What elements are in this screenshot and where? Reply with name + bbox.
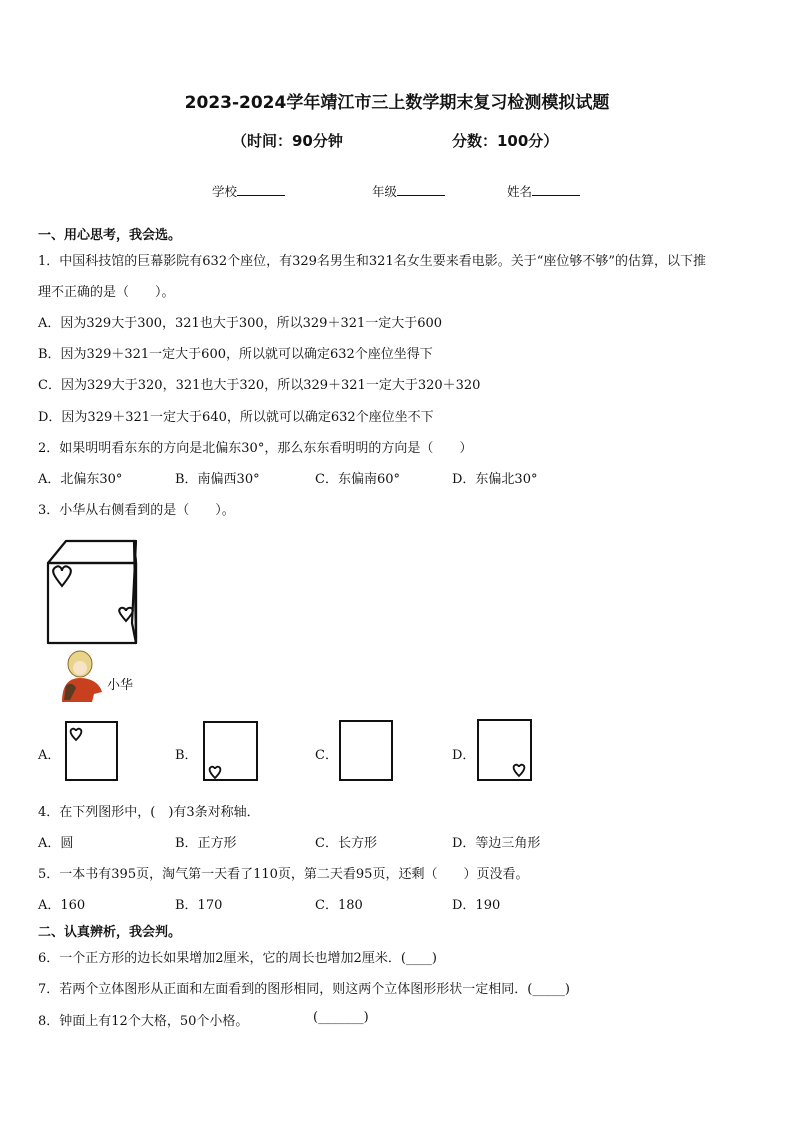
- q3-option-a-figure: [65, 721, 119, 782]
- q4-option-d: D．等边三角形: [452, 836, 541, 851]
- heart-icon: [210, 767, 221, 778]
- name-field: [507, 182, 580, 200]
- name-blank: [532, 184, 580, 196]
- q5-option-d: D．190: [452, 898, 501, 913]
- section-heading-1: 一、用心思考，我会选。: [38, 228, 182, 243]
- question-3: 3．小华从右侧看到的是（ ）。: [38, 503, 235, 518]
- school-label: 学校: [212, 184, 238, 199]
- question-4: 4．在下列图形中，( )有3条对称轴．: [38, 805, 260, 820]
- question-5: 5．一本书有395页，淘气第一天看了110页，第二天看95页，还剩（ ）页没看。: [38, 867, 529, 882]
- q1-option-b: B．因为329＋321一定大于600，所以就可以确定632个座位坐得下: [38, 347, 433, 362]
- q4-option-a: A．圆: [38, 836, 74, 851]
- q5-option-c: C．180: [315, 898, 363, 913]
- q5-option-a: A．160: [38, 898, 86, 913]
- q4-option-b: B．正方形: [175, 836, 237, 851]
- q2-option-d: D．东偏北30°: [452, 472, 538, 487]
- question-7: 7．若两个立体图形从正面和左面看到的图形相同，则这两个立体图形形状一定相同．(_____): [38, 982, 570, 997]
- q3-option-a-label: A．: [38, 748, 61, 763]
- xiaohua-figure: [58, 650, 106, 702]
- heart-icon: [71, 729, 82, 740]
- question-1-line-2: 理不正确的是（ ）。: [38, 285, 175, 300]
- heart-icon: [514, 765, 525, 776]
- q3-option-d-label: D．: [452, 748, 476, 763]
- grade-label: 年级: [372, 184, 398, 199]
- q2-option-c: C．东偏南60°: [315, 472, 400, 487]
- q3-option-b-label: B．: [175, 748, 198, 763]
- person-label: 小华: [107, 678, 134, 693]
- cube-front-face: [48, 563, 136, 643]
- person-face: [73, 661, 87, 675]
- question-8-blank: (_______): [313, 1010, 369, 1025]
- q1-option-d: D．因为329＋321一定大于640，所以就可以确定632个座位坐不下: [38, 410, 434, 425]
- question-6: 6．一个正方形的边长如果增加2厘米，它的周长也增加2厘米．(____): [38, 951, 437, 966]
- cube-top-face: [48, 541, 136, 563]
- option-c-square: [340, 721, 392, 780]
- grade-blank: [397, 184, 445, 196]
- q3-option-b-figure: [203, 721, 259, 782]
- q2-option-a: A．北偏东30°: [38, 472, 123, 487]
- heart-icon: [53, 566, 71, 586]
- name-label: 姓名: [507, 184, 533, 199]
- q1-option-c: C．因为329大于320，321也大于320，所以329＋321一定大于320＋320: [38, 378, 481, 393]
- q2-option-b: B．南偏西30°: [175, 472, 260, 487]
- option-a-square: [66, 722, 117, 780]
- exam-score: 分数：100分）: [452, 132, 559, 150]
- q5-option-b: B．170: [175, 898, 223, 913]
- question-2: 2．如果明明看东东的方向是北偏东30°，那么东东看明明的方向是（ ）: [38, 441, 473, 456]
- q4-option-c: C．长方形: [315, 836, 377, 851]
- cube-figure: [44, 538, 144, 648]
- heart-icon: [119, 608, 133, 621]
- grade-field: [372, 182, 445, 200]
- q3-option-c-figure: [339, 720, 394, 782]
- q3-option-d-figure: [477, 719, 533, 782]
- school-blank: [237, 184, 285, 196]
- page-title: 2023-2024学年靖江市三上数学期末复习检测模拟试题: [184, 93, 610, 113]
- exam-time: （时间：90分钟: [232, 132, 343, 150]
- question-1-line-1: 1．中国科技馆的巨幕影院有632个座位，有329名男生和321名女生要来看电影。关于“座位够不够”的估算，以下推: [38, 254, 707, 269]
- q1-option-a: A．因为329大于300，321也大于300，所以329＋321一定大于600: [38, 316, 443, 331]
- q3-option-c-label: C．: [315, 748, 338, 763]
- section-heading-2: 二、认真辨析，我会判。: [38, 925, 182, 940]
- school-field: [212, 182, 285, 200]
- question-8: 8．钟面上有12个大格，50个小格。: [38, 1014, 249, 1029]
- option-b-square: [204, 722, 257, 780]
